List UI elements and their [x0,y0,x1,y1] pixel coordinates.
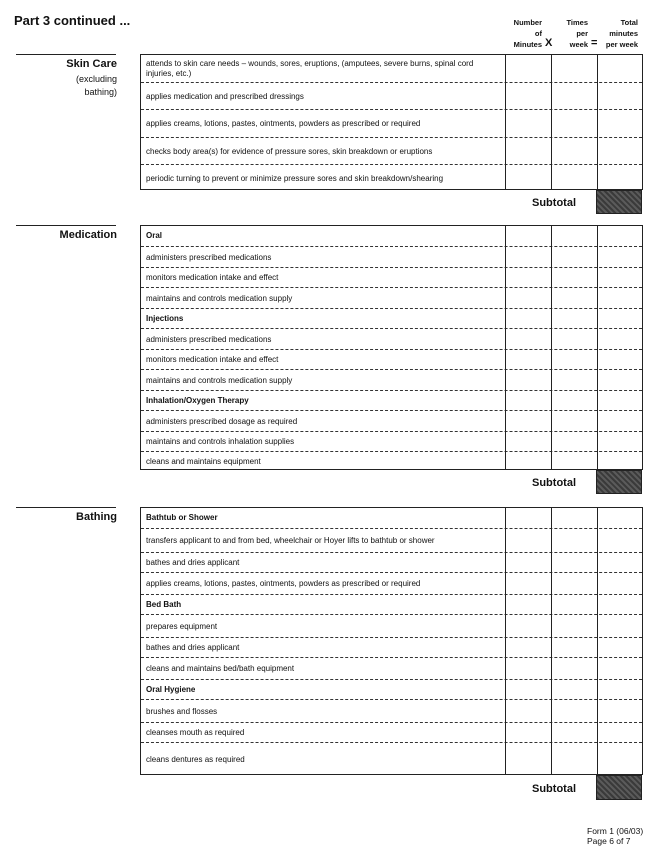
row-label: prepares equipment [146,622,218,631]
row-label: cleans and maintains bed/bath equipment [146,664,295,673]
row-label: cleans dentures as required [146,755,245,764]
table-row [141,614,642,638]
table-row [141,349,642,370]
row-label: bathes and dries applicant [146,643,240,652]
row-label: monitors medication intake and effect [146,273,279,282]
total-column-divider [597,55,598,189]
form-number: Form 1 (06/03) [587,826,644,836]
table-row [141,528,642,553]
minutes-column-divider [505,226,506,469]
column-header-line: per [576,29,588,38]
section-rule [16,54,116,55]
row-subheader: Inhalation/Oxygen Therapy [146,396,249,405]
row-label: administers prescribed medications [146,335,272,344]
row-subheader: Bed Bath [146,600,182,609]
column-header-line: week [569,40,588,49]
table-row [141,657,642,680]
table-row [141,410,642,432]
table-row [141,431,642,452]
column-header-line: of [534,29,542,38]
row-label: cleanses mouth as required [146,728,245,737]
table-subheader-row [141,226,642,246]
table-row [141,109,642,138]
table-row [141,328,642,350]
multiply-symbol: X [545,37,553,49]
row-label: administers prescribed medications [146,253,272,262]
row-label: applies creams, lotions, pastes, ointments, powders as prescribed or required [146,579,421,588]
row-label: maintains and controls medication supply [146,294,293,303]
column-header-line: Number [513,18,542,27]
medication-table [140,225,643,470]
total-column-divider [597,226,598,469]
section-subtitle: bathing) [84,87,117,97]
column-header-line: Total [620,18,638,27]
table-row [141,722,642,743]
table-row [141,451,642,472]
section-title-skin-care: Skin Care [66,58,117,70]
table-subheader-row [141,390,642,411]
subtotal-shaded-cell [596,470,642,494]
table-subheader-row [141,508,642,528]
row-label: transfers applicant to and from bed, wheelchair or Hoyer lifts to bathtub or shower [146,536,435,545]
page-number: Page 6 of 7 [587,836,631,846]
table-row [141,637,642,658]
table-row [141,287,642,309]
times-column-divider [551,226,552,469]
section-rule [16,225,116,226]
row-label: administers prescribed dosage as required [146,417,298,426]
column-header-line: per week [605,40,638,49]
subtotal-label: Subtotal [532,783,576,795]
row-label: maintains and controls medication supply [146,376,293,385]
row-label: monitors medication intake and effect [146,355,279,364]
section-title-medication: Medication [59,229,117,241]
table-subheader-row [141,679,642,700]
equals-symbol: = [591,37,598,49]
times-column-divider [551,55,552,189]
row-subheader: Oral [146,231,163,240]
row-label: checks body area(s) for evidence of pressure sores, skin breakdown or eruptions [146,147,433,156]
section-title-bathing: Bathing [76,511,117,523]
column-header-times-per-week [555,17,588,50]
table-row [141,267,642,288]
row-subheader: Bathtub or Shower [146,513,218,522]
row-label: maintains and controls inhalation supplies [146,437,295,446]
row-label: applies medication and prescribed dressings [146,92,304,101]
column-header-line: Times [566,18,588,27]
times-column-divider [551,508,552,774]
table-row [141,55,642,82]
row-label: bathes and dries applicant [146,558,240,567]
table-row [141,572,642,595]
row-subheader: Injections [146,314,184,323]
row-subheader: Oral Hygiene [146,685,196,694]
section-rule [16,507,116,508]
subtotal-label: Subtotal [532,197,576,209]
table-row [141,699,642,723]
column-header-total-minutes [598,17,638,50]
minutes-column-divider [505,55,506,189]
table-row [141,164,642,192]
table-row [141,137,642,165]
row-label: attends to skin care needs – wounds, sores, eruptions, (amputees, severe burns, spinal cord injuries, etc.) [146,59,474,78]
table-row [141,369,642,391]
subtotal-shaded-cell [596,190,642,214]
row-label: cleans and maintains equipment [146,457,261,466]
row-label: applies creams, lotions, pastes, ointments, powders as prescribed or required [146,119,421,128]
column-header-number-of-minutes [500,17,542,50]
row-label: periodic turning to prevent or minimize pressure sores and skin breakdown/shearing [146,174,444,183]
total-column-divider [597,508,598,774]
table-subheader-row [141,308,642,329]
subtotal-shaded-cell [596,775,642,800]
table-subheader-row [141,594,642,615]
table-row [141,246,642,268]
skin-care-table [140,54,643,190]
table-row [141,742,642,777]
column-header-line: Minutes [513,40,542,49]
table-row [141,552,642,573]
bathing-table [140,507,643,775]
subtotal-label: Subtotal [532,477,576,489]
page-title: Part 3 continued ... [14,13,131,28]
column-header-line: minutes [609,29,638,38]
section-subtitle: (excluding [75,74,117,84]
minutes-column-divider [505,508,506,774]
table-row [141,82,642,110]
row-label: brushes and flosses [146,707,218,716]
